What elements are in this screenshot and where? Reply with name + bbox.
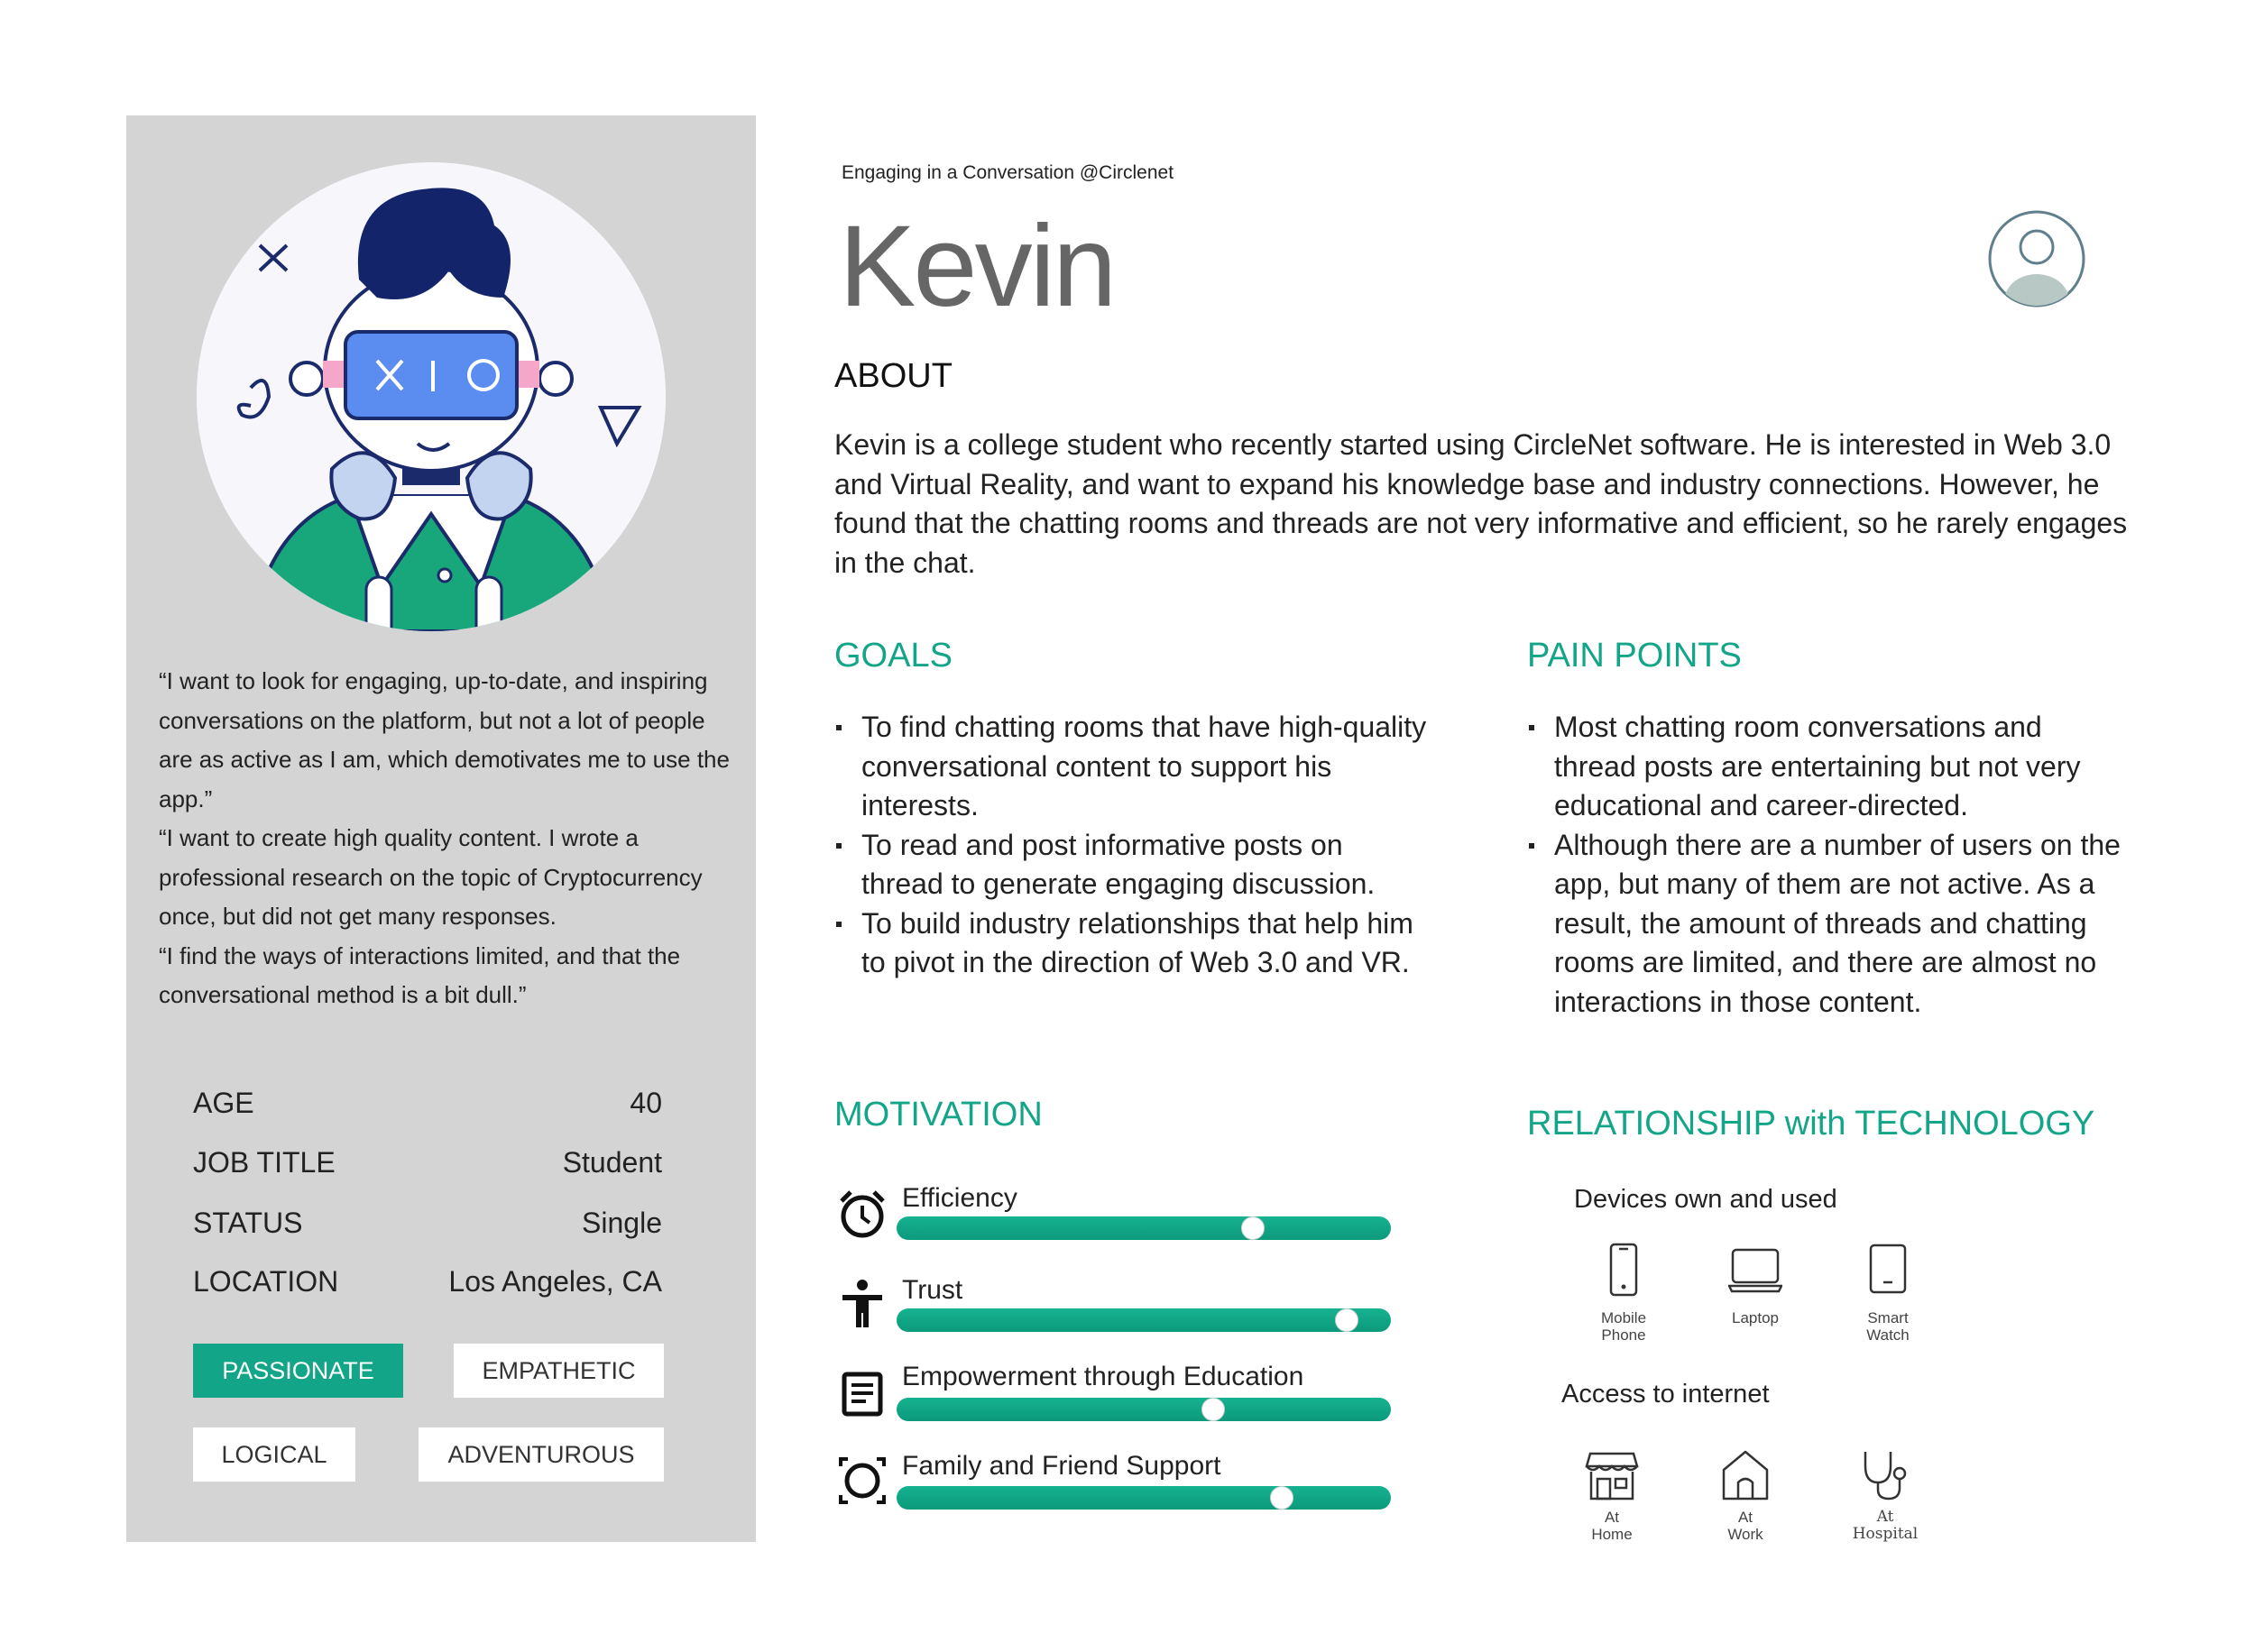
age-label: AGE xyxy=(193,1087,254,1119)
access-label-line: At xyxy=(1876,1508,1894,1526)
motivation-level-knob xyxy=(1201,1398,1225,1421)
persona-name: Kevin xyxy=(839,202,1115,331)
user-profile-icon xyxy=(1987,209,2086,308)
motivation-heading: MOTIVATION xyxy=(834,1096,1043,1133)
trait-tag-adventurous: ADVENTUROUS xyxy=(419,1427,664,1482)
motivation-label-education: Empowerment through Education xyxy=(902,1362,1304,1391)
pain-point-item: Most chatting room conversations and thread posts are entertaining but not very educational and career-directed. xyxy=(1527,708,2122,826)
technology-heading: RELATIONSHIP with TECHNOLOGY xyxy=(1527,1105,2095,1143)
device-label-line: Watch xyxy=(1866,1326,1910,1344)
motivation-bar-trust xyxy=(897,1308,1391,1332)
device-label-line: Smart xyxy=(1867,1309,1909,1326)
motivation-label-efficiency: Efficiency xyxy=(902,1183,1017,1213)
persona-quotes xyxy=(159,662,736,1015)
device-label-mobile-phone xyxy=(1569,1309,1678,1344)
access-label-hospital xyxy=(1831,1509,1939,1543)
status-value: Single xyxy=(582,1207,662,1239)
alarm-clock-icon xyxy=(837,1189,888,1239)
motivation-level-knob xyxy=(1241,1216,1265,1240)
access-label-work xyxy=(1691,1509,1799,1543)
motivation-level-knob xyxy=(1270,1486,1293,1510)
motivation-bar-education xyxy=(897,1398,1391,1421)
device-label-line: Laptop xyxy=(1732,1309,1779,1326)
trait-tag-passionate: PASSIONATE xyxy=(193,1344,403,1398)
motivation-label-trust: Trust xyxy=(902,1275,963,1305)
access-label-line: Hospital xyxy=(1852,1525,1919,1543)
location-value: Los Angeles, CA xyxy=(448,1265,662,1298)
goal-item: To read and post informative posts on thread to generate engaging discussion. xyxy=(834,826,1430,904)
goal-item: To find chatting rooms that have high-quality conversational content to support his interests. xyxy=(834,708,1430,826)
house-icon xyxy=(1718,1448,1772,1502)
job-title-label: JOB TITLE xyxy=(193,1146,336,1179)
laptop-icon xyxy=(1728,1243,1782,1297)
age-value: 40 xyxy=(630,1087,662,1119)
goal-item: To build industry relationships that help him to pivot in the direction of Web 3.0 and VR. xyxy=(834,904,1430,983)
avatar xyxy=(197,162,666,631)
status-label: STATUS xyxy=(193,1207,303,1239)
pain-points-list xyxy=(1527,708,2122,1022)
person-icon xyxy=(837,1279,888,1329)
access-label-line: Work xyxy=(1727,1526,1763,1543)
smart-watch-icon xyxy=(1861,1243,1915,1297)
quote: “I find the ways of interactions limited, and that the conversational method is a bit dull.” xyxy=(159,941,681,1008)
about-heading: ABOUT xyxy=(834,357,953,395)
device-label-line: Phone xyxy=(1601,1326,1646,1344)
motivation-label-family: Family and Friend Support xyxy=(902,1451,1221,1481)
goals-heading: GOALS xyxy=(834,637,953,675)
stethoscope-icon xyxy=(1858,1448,1912,1502)
device-label-line: Mobile xyxy=(1600,1309,1647,1326)
mobile-phone-icon xyxy=(1597,1243,1651,1297)
location-label: LOCATION xyxy=(193,1265,339,1298)
quote: “I want to create high quality content. I wrote a professional research on the topic of Cryptocurrency once, but did not get many responses. xyxy=(159,824,703,930)
access-label-line: Home xyxy=(1591,1526,1633,1543)
ring-icon xyxy=(837,1455,888,1506)
pain-points-heading: PAIN POINTS xyxy=(1527,637,1742,675)
devices-heading: Devices own and used xyxy=(1574,1185,1837,1214)
goals-list xyxy=(834,708,1430,983)
access-heading: Access to internet xyxy=(1561,1380,1770,1409)
job-title-value: Student xyxy=(562,1146,662,1179)
motivation-bar-family xyxy=(897,1486,1391,1510)
document-icon xyxy=(837,1369,888,1419)
trait-tag-empathetic: EMPATHETIC xyxy=(454,1344,664,1398)
device-label-smart-watch xyxy=(1834,1309,1942,1344)
access-label-home xyxy=(1558,1509,1666,1543)
motivation-bar-efficiency xyxy=(897,1216,1391,1240)
page-subtitle: Engaging in a Conversation @Circlenet xyxy=(842,162,1174,183)
pain-point-item: Although there are a number of users on the app, but many of them are not active. As a result, the amount of threads and chatting rooms are limited, and there are almost no interactions in those content. xyxy=(1527,826,2122,1023)
device-label-laptop xyxy=(1701,1309,1809,1326)
about-text: Kevin is a college student who recently started using CircleNet software. He is interested in Web 3.0 and Virtual Reality, and want to expand his knowledge base and industry connections. However, he found that the chatting rooms and threads are not very informative and efficient, so he rarely engages in the chat. xyxy=(834,428,2128,579)
store-icon xyxy=(1585,1448,1639,1502)
trait-tag-logical: LOGICAL xyxy=(193,1427,355,1482)
access-label-line: At xyxy=(1604,1509,1620,1526)
avatar-illustration xyxy=(197,162,666,631)
access-label-line: At xyxy=(1737,1509,1753,1526)
quote: “I want to look for engaging, up-to-date, and inspiring conversations on the platform, but not a lot of people are as active as I am, which demotivates me to use the app.” xyxy=(159,667,730,812)
motivation-level-knob xyxy=(1335,1308,1358,1332)
